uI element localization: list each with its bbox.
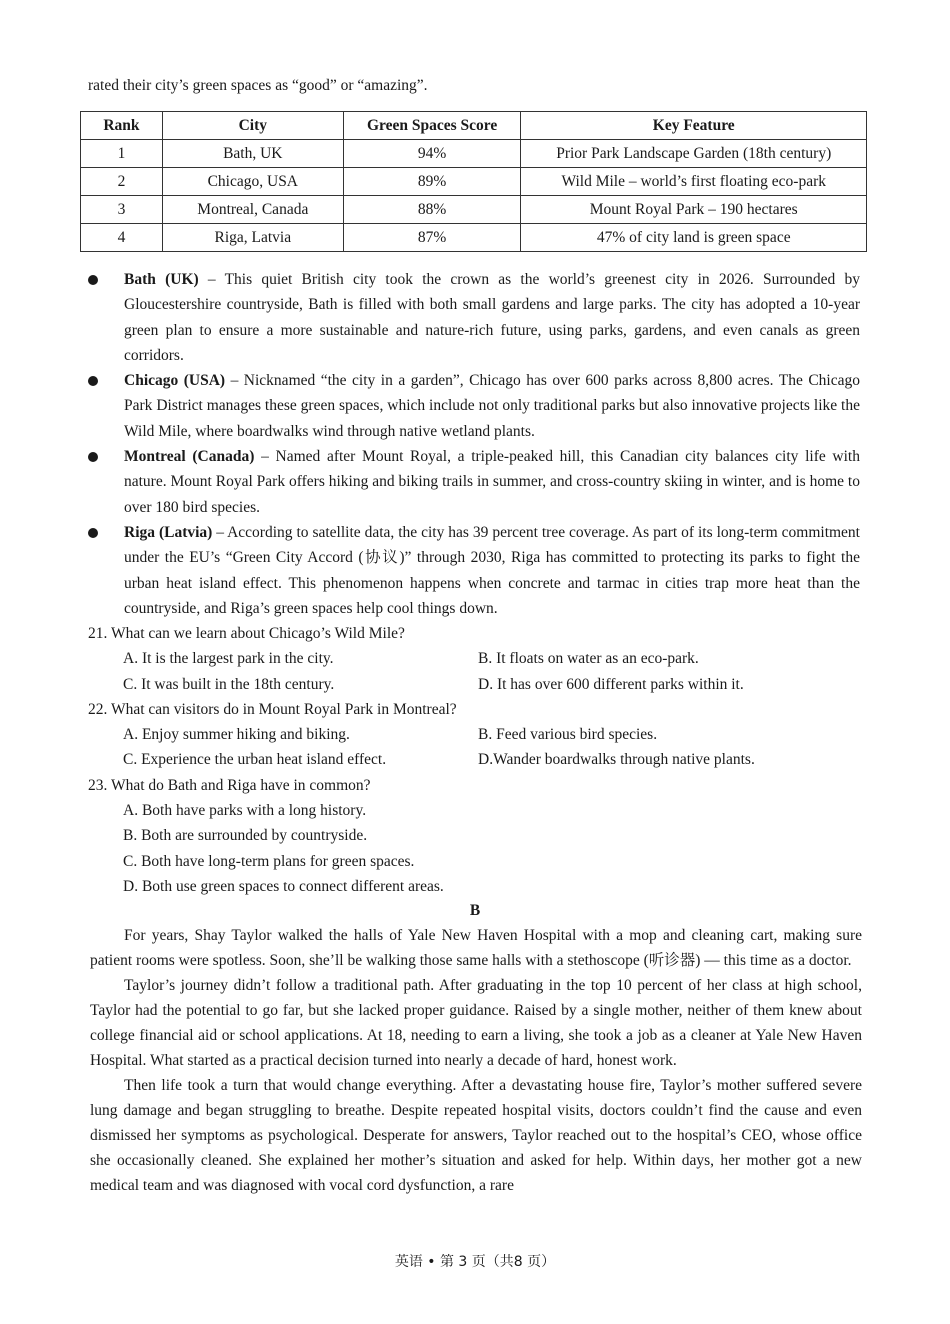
cell-feature: Prior Park Landscape Garden (18th century) (521, 140, 867, 168)
cell-score: 89% (343, 168, 521, 196)
bullet-dot-icon (88, 376, 98, 386)
bullet-dot-icon (88, 528, 98, 538)
cell-city: Bath, UK (162, 140, 343, 168)
option-list (88, 798, 868, 899)
cell-feature: Mount Royal Park – 190 hectares (521, 196, 867, 224)
bullet-text: – Named after Mount Royal, a triple-peaked hill, this Canadian city balances city life with nature. Mount Royal Park offers hiking and biking trails in summer, and cross-country skiing in winter, and is home to over 180 bird species. (124, 448, 860, 516)
cell-feature: Wild Mile – world’s first floating eco-park (521, 168, 867, 196)
section-heading: B (469, 902, 481, 919)
option-d: D. Both use green spaces to connect different areas. (123, 877, 444, 895)
option-b: B. Feed various bird species. (478, 726, 658, 744)
header-feature: Key Feature (521, 112, 867, 140)
bullet-title: Montreal (Canada) (124, 448, 255, 466)
list-item (88, 520, 860, 621)
option-grid (88, 722, 868, 773)
cell-score: 94% (343, 140, 521, 168)
question-stem: 22. What can visitors do in Mount Royal Park in Montreal? (88, 700, 457, 718)
list-item (88, 444, 860, 520)
option-a: A. Both have parks with a long history. (123, 802, 367, 820)
list-item (88, 267, 860, 368)
page-footer: 英语 • 第 3 页（共8 页） (394, 1254, 556, 1270)
bullet-text: – According to satellite data, the city has 39 percent tree coverage. As part of its long-term commitment under the EU’s “Green City Accord (协议)” through 2030, Riga has committed to protecting its parks to fight the urban heat island effect. This phenomenon happens when concrete and tarmac in cities trap more heat than the countryside, and Riga’s green spaces help cool things down. (124, 523, 860, 617)
bullet-dot-icon (88, 452, 98, 462)
cell-feature: 47% of city land is green space (521, 224, 867, 252)
option-d: D.Wander boardwalks through native plants. (478, 751, 755, 769)
question-21 (88, 621, 868, 697)
table-row (81, 196, 867, 224)
cell-rank: 4 (81, 224, 163, 252)
question-22 (88, 697, 868, 773)
cell-score: 88% (343, 196, 521, 224)
option-c: C. It was built in the 18th century. (123, 675, 335, 693)
bullet-text: – This quiet British city took the crown as the world’s greenest city in 2026. Surrounded by Gloucestershire countryside, Bath is filled with both small gardens and large parks. The city has adopted a 10-year green plan to ensure a more sustainable and nature-rich future, using parks, gardens, and even canals as green corridors. (124, 271, 860, 364)
table-header-row (81, 112, 867, 140)
option-c: C. Both have long-term plans for green spaces. (123, 852, 415, 870)
passage-b (90, 923, 862, 1198)
table-row (81, 224, 867, 252)
bullet-dot-icon (88, 275, 98, 285)
header-score: Green Spaces Score (343, 112, 521, 140)
bullet-title: Chicago (USA) (124, 372, 226, 390)
question-23 (88, 773, 868, 899)
cell-city: Montreal, Canada (162, 196, 343, 224)
option-grid (88, 646, 868, 697)
paragraph: Taylor’s journey didn’t follow a traditional path. After graduating in the top 10 percent of her class at high school, Taylor had the potential to go far, but she lacked proper guidance. Raised by a single mother, neither of them knew about college financial aid or school applications. At 18, needing to earn a living, she took a job as a cleaner at Yale New Haven Hospital. What started as a practical decision turned into nearly a decade of hard, honest work. (90, 977, 862, 1069)
option-c: C. Experience the urban heat island effect. (123, 751, 387, 769)
bullet-title: Riga (Latvia) (124, 523, 213, 541)
cell-rank: 3 (81, 196, 163, 224)
cell-city: Riga, Latvia (162, 224, 343, 252)
list-item (88, 368, 860, 444)
question-block (88, 621, 868, 899)
cell-rank: 2 (81, 168, 163, 196)
bullet-text: – Nicknamed “the city in a garden”, Chicago has over 600 parks across 8,800 acres. The Chicago Park District manages these green spaces, which include not only traditional parks but also innovative projects like the Wild Mile, where boardwalks wind through native wetland plants. (124, 372, 860, 440)
cell-score: 87% (343, 224, 521, 252)
question-stem: 23. What do Bath and Riga have in common? (88, 776, 371, 794)
table-row (81, 140, 867, 168)
option-b: B. Both are surrounded by countryside. (123, 827, 368, 845)
option-b: B. It floats on water as an eco-park. (478, 650, 699, 668)
cell-rank: 1 (81, 140, 163, 168)
intro-line: rated their city’s green spaces as “good” or “amazing”. (88, 77, 428, 94)
bullet-title: Bath (UK) (124, 271, 199, 288)
city-bullet-list (88, 267, 860, 621)
option-a: A. It is the largest park in the city. (123, 650, 334, 668)
header-rank: Rank (81, 112, 163, 140)
green-city-ranking-table (80, 111, 867, 252)
question-stem: 21. What can we learn about Chicago’s Wild Mile? (88, 625, 405, 642)
option-d: D. It has over 600 different parks within it. (478, 675, 744, 693)
option-a: A. Enjoy summer hiking and biking. (123, 726, 350, 744)
header-city: City (162, 112, 343, 140)
table-row (81, 168, 867, 196)
cell-city: Chicago, USA (162, 168, 343, 196)
paragraph: For years, Shay Taylor walked the halls of Yale New Haven Hospital with a mop and cleaning cart, making sure patient rooms were spotless. Soon, she’ll be walking those same halls with a stethoscope (听诊器) — this time as a doctor. (90, 927, 862, 969)
paragraph: Then life took a turn that would change everything. After a devastating house fire, Taylor’s mother suffered severe lung damage and began struggling to breathe. Despite repeated hospital visits, doctors couldn’t find the cause and even dismissed her symptoms as psychological. Desperate for answers, Taylor reached out to the hospital’s CEO, whose office she occasionally cleaned. She explained her mother’s situation and asked for help. Within days, her mother got a new medical team and was diagnosed with vocal cord dysfunction, a rare (90, 1077, 862, 1194)
